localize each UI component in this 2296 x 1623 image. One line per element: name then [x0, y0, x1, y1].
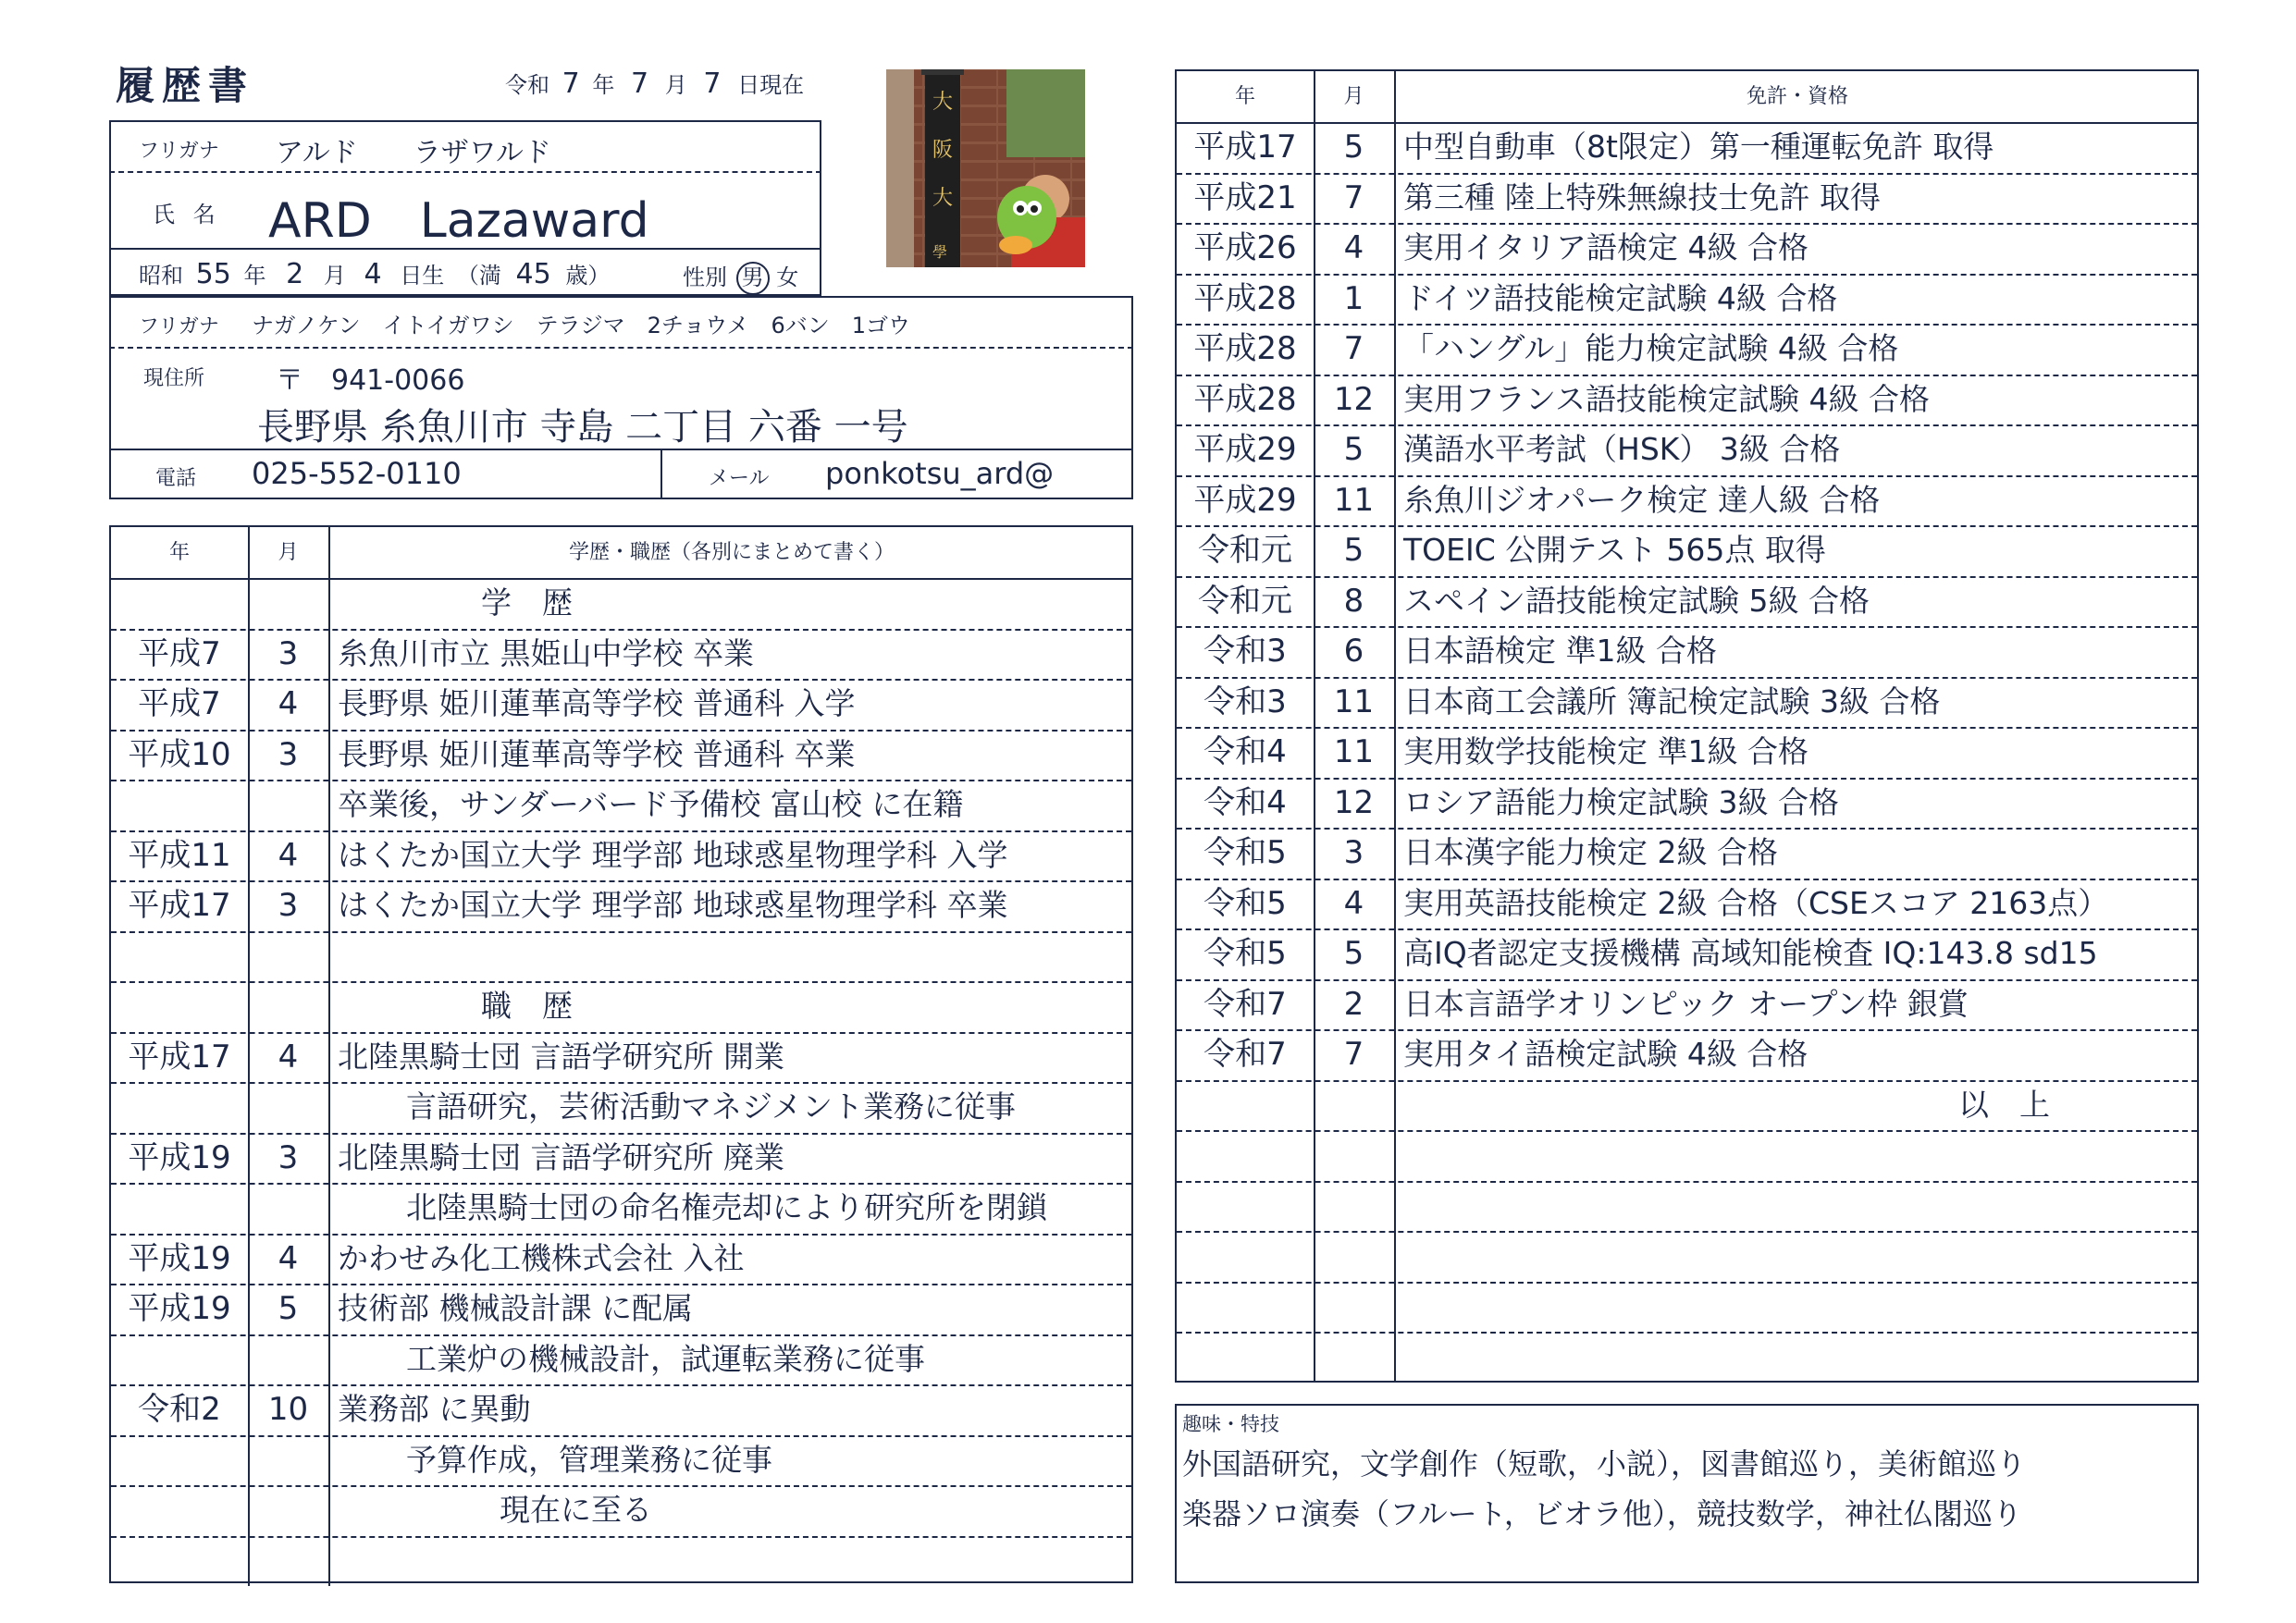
license-row-content: 日本商工会議所 簿記検定試験 3級 合格 [1403, 682, 1941, 719]
license-row-year: 令和5 [1204, 884, 1287, 922]
license-row-year: 令和7 [1204, 1036, 1287, 1073]
license-row [1177, 274, 2197, 325]
age-open: （満 [456, 263, 501, 289]
history-row-month [248, 1435, 328, 1486]
history-row-month [248, 1082, 328, 1133]
date-month-unit: 月 [664, 72, 687, 98]
history-row-month: 3 [278, 634, 299, 672]
license-row-month: 3 [1343, 834, 1364, 871]
name-furigana-label: フリガナ [139, 140, 219, 163]
license-row-year: 平成29 [1193, 481, 1297, 519]
history-row-content: 業務部 に異動 [338, 1391, 531, 1427]
history-header-month: 月 [278, 541, 299, 564]
history-row-content: はくたか国立大学 理学部 地球惑星物理学科 入学 [338, 836, 1008, 873]
license-row-month [1314, 1332, 1394, 1383]
history-row-content: 技術部 機械設計課 に配属 [338, 1290, 693, 1326]
history-row-content [328, 931, 1129, 982]
license-row-content: スペイン語技能検定試験 5級 合格 [1403, 582, 1870, 619]
license-row-content: 実用数学技能検定 準1級 合格 [1403, 733, 1808, 769]
history-row-month: 5 [278, 1290, 299, 1327]
history-row [111, 1082, 1131, 1133]
history-row-month [248, 578, 328, 629]
license-row-content [1394, 1332, 2195, 1383]
history-row-month: 3 [278, 1138, 299, 1176]
page-title: 履歴書 [116, 63, 255, 108]
history-row-year: 平成7 [138, 685, 221, 722]
license-row [1177, 576, 2197, 627]
history-row-year: 平成11 [128, 836, 231, 874]
age-value: 45 [515, 258, 551, 290]
license-row [1177, 173, 2197, 224]
license-row-month [1314, 1282, 1394, 1333]
phone-number: 025-552-0110 [252, 456, 462, 491]
license-row-content: 「ハングル」能力検定試験 4級 合格 [1403, 330, 1899, 366]
license-row-year [1177, 1332, 1314, 1383]
name-value: ARD Lazaward [268, 193, 649, 249]
history-row [111, 730, 1131, 781]
history-row-year [111, 578, 248, 629]
id-photo [886, 69, 1085, 267]
history-row-month: 4 [278, 1239, 299, 1277]
history-row-year [111, 981, 248, 1032]
history-row-content: 卒業後，サンダーバード予備校 富山校 に在籍 [338, 786, 964, 822]
license-header-month: 月 [1343, 85, 1364, 108]
postal-code: 〒 941-0066 [276, 364, 465, 397]
birth-year-unit: 年 [243, 263, 266, 289]
license-row-year: 平成29 [1193, 431, 1297, 468]
sex-male-circled [736, 262, 770, 295]
license-row-content [1394, 1130, 2195, 1181]
history-row-content: 北陸黒騎士団 言語学研究所 廃業 [338, 1138, 784, 1175]
history-row-content: 北陸黒騎士団 言語学研究所 開業 [338, 1038, 784, 1075]
license-row-content [1394, 1282, 2195, 1333]
license-row-month: 6 [1343, 633, 1364, 670]
history-row-month [248, 931, 328, 982]
license-row [1177, 223, 2197, 274]
birth-day: 4 [364, 258, 382, 290]
license-row-year: 令和5 [1204, 834, 1287, 871]
license-row-year: 令和4 [1204, 783, 1287, 821]
history-row [111, 629, 1131, 680]
history-row [111, 1384, 1131, 1435]
history-row-content: 北陸黒騎士団の命名権売却により研究所を閉鎖 [406, 1189, 1047, 1225]
license-header-content: 免許・資格 [1746, 85, 1848, 108]
history-row-content: 言語研究，芸術活動マネジメント業務に従事 [406, 1088, 1017, 1125]
license-row-content: 糸魚川ジオパーク検定 達人級 合格 [1403, 481, 1881, 518]
license-row [1177, 1181, 2197, 1232]
license-row-month [1314, 1181, 1394, 1232]
license-row [1177, 424, 2197, 475]
license-row-month [1314, 1130, 1394, 1181]
history-row-month: 4 [278, 685, 299, 722]
history-row-content: 現在に至る [500, 1492, 652, 1528]
license-row-year: 平成26 [1193, 229, 1297, 266]
history-row-month: 3 [278, 735, 299, 773]
history-row-year: 平成17 [128, 887, 231, 924]
license-row-year: 令和3 [1204, 633, 1287, 670]
history-row-year: 平成10 [128, 735, 231, 773]
history-row-year: 平成19 [128, 1290, 231, 1327]
license-row-content: 第三種 陸上特殊無線技士免許 取得 [1403, 178, 1881, 215]
license-row [1177, 1130, 2197, 1181]
history-row [111, 1435, 1131, 1486]
license-row [1177, 1231, 2197, 1282]
history-row-year [111, 931, 248, 982]
sex-female: 女 [776, 264, 799, 290]
history-row-content: 学 歴 [481, 584, 573, 621]
license-row [1177, 626, 2197, 677]
history-row [111, 1183, 1131, 1234]
license-row-month: 12 [1333, 783, 1375, 821]
photo-sign-char-4: 學 [932, 243, 948, 261]
hobbies-label: 趣味・特技 [1182, 1413, 1279, 1435]
name-label: 氏 名 [153, 202, 221, 227]
history-row-month: 10 [267, 1391, 309, 1428]
license-row-content: 中型自動車（8t限定）第一種運転免許 取得 [1403, 129, 1994, 165]
license-row-month [1314, 1231, 1394, 1282]
license-row-month: 11 [1333, 481, 1375, 519]
license-row [1177, 1080, 2197, 1131]
license-row-year [1177, 1080, 1314, 1131]
license-row [1177, 1332, 2197, 1383]
birth-month-unit: 月 [323, 263, 346, 289]
hobbies-line-2: 楽器ソロ演奏（フルート，ビオラ他），競技数学，神社仏閣巡り [1182, 1496, 2022, 1531]
birth-month: 2 [286, 258, 304, 290]
license-row [1177, 928, 2197, 979]
address-furigana: ナガノケン イトイガワシ テラジマ 2チョウメ 6バン 1ゴウ [252, 313, 911, 338]
license-row [1177, 979, 2197, 1030]
history-row-year: 平成7 [138, 634, 221, 672]
history-row [111, 1234, 1131, 1285]
history-row-month [248, 780, 328, 830]
license-row-content: 実用英語技能検定 2級 合格（CSEスコア 2163点） [1403, 884, 2109, 921]
license-row-month: 7 [1343, 1036, 1364, 1073]
history-row-content: 長野県 姫川蓮華高等学校 普通科 入学 [338, 685, 856, 721]
history-row-month: 4 [278, 1038, 299, 1076]
history-header-content: 学歴・職歴（各別にまとめて書く） [568, 541, 895, 564]
name-furigana: アルド ラザワルド [276, 137, 551, 169]
license-row-month: 11 [1333, 733, 1375, 770]
license-row-year [1177, 1130, 1314, 1181]
history-row-year [111, 780, 248, 830]
sex-label: 性別 [683, 264, 727, 290]
history-row [111, 1284, 1131, 1334]
hobbies-line-1: 外国語研究，文学創作（短歌，小説），図書館巡り，美術館巡り [1182, 1446, 2027, 1482]
license-row-year: 平成21 [1193, 178, 1297, 216]
license-row [1177, 122, 2197, 173]
license-row-year: 令和元 [1198, 582, 1292, 620]
license-row-year: 令和7 [1204, 985, 1287, 1023]
photo-image [886, 69, 1085, 267]
license-row-content: 実用フランス語技能検定試験 4級 合格 [1403, 380, 1930, 417]
birth-year: 55 [195, 258, 231, 290]
history-row-month [248, 1536, 328, 1587]
license-row-year: 平成17 [1193, 129, 1297, 166]
date-month: 7 [631, 68, 649, 100]
history-row [111, 1334, 1131, 1385]
license-row-month: 7 [1343, 178, 1364, 216]
birth-date [139, 257, 610, 290]
license-row-month: 4 [1343, 229, 1364, 266]
history-row-content: はくたか国立大学 理学部 地球惑星物理学科 卒業 [338, 887, 1008, 923]
license-row-year: 平成28 [1193, 330, 1297, 367]
license-row-year [1177, 1282, 1314, 1333]
license-row-year: 平成28 [1193, 279, 1297, 317]
license-row-month: 7 [1343, 330, 1364, 367]
license-row-month: 4 [1343, 884, 1364, 922]
history-row-month [248, 981, 328, 1032]
date-year: 7 [562, 68, 580, 100]
license-row-content: 日本言語学オリンピック オープン枠 銀賞 [1403, 985, 1969, 1022]
license-row-year [1177, 1231, 1314, 1282]
birth-day-unit: 日生 [400, 263, 445, 289]
license-row [1177, 525, 2197, 576]
history-row [111, 780, 1131, 830]
license-row [1177, 1029, 2197, 1080]
history-row-year [111, 1183, 248, 1234]
license-row-month: 5 [1343, 431, 1364, 468]
license-row-year: 令和5 [1204, 935, 1287, 972]
address-label: 現住所 [143, 367, 205, 390]
history-header-year: 年 [168, 541, 190, 564]
history-row [111, 578, 1131, 629]
license-row-month: 2 [1343, 985, 1364, 1023]
photo-sign-char-1: 大 [932, 91, 954, 114]
date-day-unit: 日現在 [737, 72, 805, 98]
mail-label: メール [709, 467, 770, 490]
license-row-content [1394, 1231, 2195, 1282]
license-row-content: 日本漢字能力検定 2級 合格 [1403, 834, 1778, 870]
license-row-content: 日本語検定 準1級 合格 [1403, 633, 1717, 669]
license-row-month [1314, 1080, 1394, 1131]
license-row [1177, 677, 2197, 728]
history-row-content: 長野県 姫川蓮華高等学校 普通科 卒業 [338, 735, 856, 772]
history-row-content: 糸魚川市立 黒姫山中学校 卒業 [338, 634, 754, 671]
license-table [1175, 69, 2199, 1383]
license-row-year: 令和4 [1204, 733, 1287, 770]
mail-address: ponkotsu_ard@ [825, 456, 1055, 491]
license-row [1177, 1282, 2197, 1333]
history-row [111, 679, 1131, 730]
license-row [1177, 727, 2197, 778]
document-date [505, 67, 804, 100]
history-row-year: 平成19 [128, 1239, 231, 1277]
license-row-content: 漢語水平考試（HSK） 3級 合格 [1403, 431, 1841, 467]
license-row-month: 8 [1343, 582, 1364, 620]
date-day: 7 [703, 68, 722, 100]
license-row-content: 高IQ者認定支援機構 高域知能検査 IQ:143.8 sd15 [1403, 935, 2098, 971]
history-row-content: かわせみ化工機株式会社 入社 [338, 1239, 745, 1276]
license-row-year: 令和元 [1198, 532, 1292, 569]
history-row-year [111, 1485, 248, 1536]
history-row [111, 1032, 1131, 1083]
birth-era: 昭和 [139, 263, 183, 289]
license-row-content: 実用イタリア語検定 4級 合格 [1403, 229, 1808, 265]
history-row-year [111, 1435, 248, 1486]
history-row-content: 予算作成，管理業務に従事 [406, 1441, 772, 1478]
history-row-year: 令和2 [138, 1391, 221, 1428]
history-row-month: 4 [278, 836, 299, 874]
history-row [111, 931, 1131, 982]
address-furigana-label: フリガナ [139, 315, 219, 338]
license-row [1177, 879, 2197, 929]
history-row [111, 880, 1131, 931]
license-row-month: 11 [1333, 682, 1375, 720]
history-row-month [248, 1485, 328, 1536]
history-row-year [111, 1536, 248, 1587]
history-row [111, 981, 1131, 1032]
history-row-year: 平成19 [128, 1138, 231, 1176]
license-row-content [1394, 1181, 2195, 1232]
sex-field [683, 259, 798, 295]
license-row-content: ロシア語能力検定試験 3級 合格 [1403, 783, 1839, 820]
license-row-year [1177, 1181, 1314, 1232]
history-row [111, 1133, 1131, 1184]
license-row-year: 平成28 [1193, 380, 1297, 418]
license-row [1177, 324, 2197, 375]
license-row-content: ドイツ語技能検定試験 4級 合格 [1403, 279, 1838, 316]
license-row [1177, 475, 2197, 526]
history-row-month: 3 [278, 887, 299, 924]
history-table [109, 525, 1133, 1583]
age-close: 歳） [565, 263, 611, 289]
history-row-month [248, 1183, 328, 1234]
photo-sign-char-2: 阪 [932, 139, 954, 162]
address-line: 長野県 糸魚川市 寺島 二丁目 六番 一号 [257, 406, 908, 449]
history-row [111, 830, 1131, 881]
date-year-unit: 年 [592, 72, 615, 98]
history-row-content: 工業炉の機械設計，試運転業務に従事 [406, 1340, 925, 1377]
photo-sign-char-3: 大 [932, 187, 954, 210]
history-row-month [248, 1334, 328, 1385]
history-row-content: 職 歴 [481, 988, 573, 1024]
license-row [1177, 778, 2197, 829]
history-row-year [111, 1082, 248, 1133]
license-row-month: 5 [1343, 129, 1364, 166]
license-row-month: 12 [1333, 380, 1375, 418]
sex-male: 男 [741, 264, 764, 290]
license-row-content: TOEIC 公開テスト 565点 取得 [1403, 532, 1826, 568]
license-row-month: 5 [1343, 532, 1364, 569]
history-row-year: 平成17 [128, 1038, 231, 1076]
history-row [111, 1485, 1131, 1536]
license-row-month: 5 [1343, 935, 1364, 972]
history-row-content [328, 1536, 1129, 1587]
license-row [1177, 828, 2197, 879]
license-row-year: 令和3 [1204, 682, 1287, 720]
history-row [111, 1536, 1131, 1587]
phone-label: 電話 [155, 467, 197, 490]
license-row-month: 1 [1343, 279, 1364, 317]
date-era: 令和 [505, 72, 549, 98]
license-row-content: 実用タイ語検定試験 4級 合格 [1403, 1036, 1808, 1072]
license-row [1177, 375, 2197, 425]
history-row-year [111, 1334, 248, 1385]
license-row-content: 以 上 [1958, 1086, 2050, 1123]
license-header-year: 年 [1234, 85, 1255, 108]
